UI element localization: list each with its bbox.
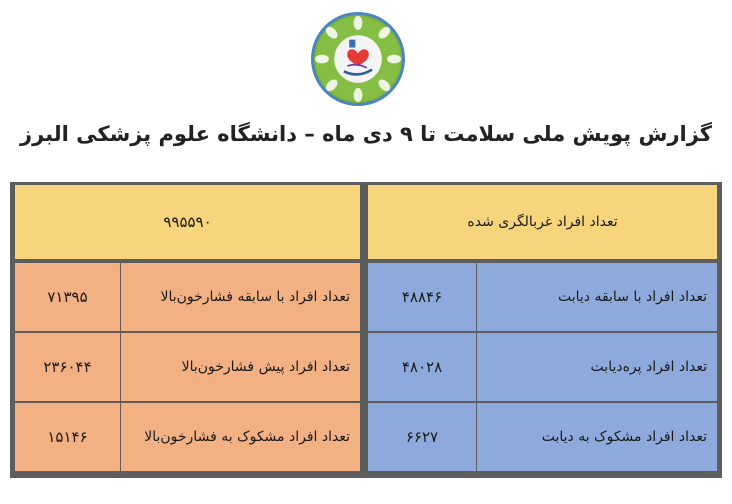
screened-header-value: ۹۹۵۵۹۰ [14, 184, 361, 260]
hypertension-row-value: ۱۵۱۴۶ [14, 402, 121, 472]
screened-header-label: تعداد افراد غربالگری شده [367, 184, 718, 260]
hypertension-row-label: تعداد افراد با سابقه فشارخون‌بالا [120, 262, 361, 332]
diabetes-row-value: ۴۸۸۴۶ [367, 262, 477, 332]
hypertension-row-label: تعداد افراد پیش فشارخون‌بالا [120, 332, 361, 402]
hypertension-row-label: تعداد افراد مشکوک به فشارخون‌بالا [120, 402, 361, 472]
diabetes-row-label: تعداد افراد با سابقه دیابت [476, 262, 718, 332]
report-title: گزارش پویش ملی سلامت تا ۹ دی ماه – دانشگاه علوم پزشکی البرز [19, 122, 713, 146]
report-table [10, 182, 722, 478]
campaign-logo-icon [311, 12, 405, 106]
hypertension-row-value: ۷۱۳۹۵ [14, 262, 121, 332]
diabetes-row-label: تعداد افراد مشکوک به دیابت [476, 402, 718, 472]
diabetes-row-value: ۴۸۰۲۸ [367, 332, 477, 402]
diabetes-row-label: تعداد افراد پره‌دیابت [476, 332, 718, 402]
hypertension-row-value: ۲۳۶۰۴۴ [14, 332, 121, 402]
diabetes-row-value: ۶۶۲۷ [367, 402, 477, 472]
